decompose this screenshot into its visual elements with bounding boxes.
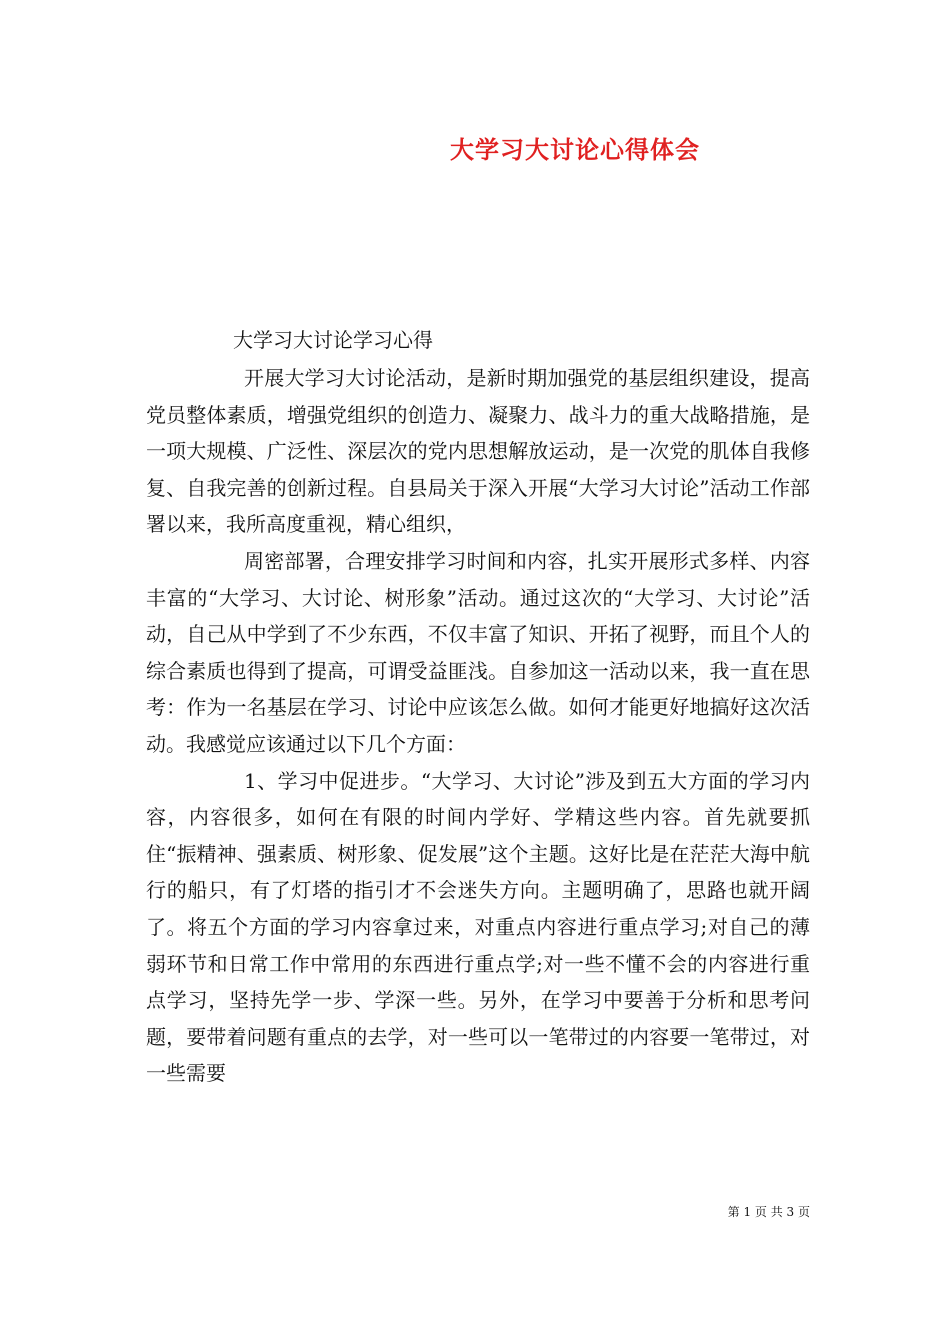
document-subtitle: 大学习大讨论学习心得: [233, 328, 433, 352]
paragraph: 开展大学习大讨论活动，是新时期加强党的基层组织建设，提高党员整体素质，增强党组织的创造力、凝聚力、战斗力的重大战略措施，是一项大规模、广泛性、深层次的党内思想解放运动，是一次党的肌体自我修复、自我完善的创新过程。自县局关于深入开展“大学习大讨论”活动工作部署以来，我所高度重视，精心组织，: [146, 366, 810, 537]
page-number-footer: 第 1 页 共 3 页: [727, 1205, 810, 1219]
document-title: 大学习大讨论心得体会: [450, 135, 700, 164]
paragraph: 1、学习中促进步。“大学习、大讨论”涉及到五大方面的学习内容，内容很多，如何在有限的时间内学好、学精这些内容。首先就要抓住“振精神、强素质、树形象、促发展”这个主题。这好比是在茫茫大海中航行的船只，有了灯塔的指引才不会迷失方向。主题明确了，思路也就开阔了。将五个方面的学习内容拿过来，对重点内容进行重点学习;对自己的薄弱环节和日常工作中常用的东西进行重点学;对一些不懂不会的内容进行重点学习，坚持先学一步、学深一些。另外，在学习中要善于分析和思考问题，要带着问题有重点的去学，对一些可以一笔带过的内容要一笔带过，对一些需要: [146, 768, 810, 1086]
paragraph: 周密部署，合理安排学习时间和内容，扎实开展形式多样、内容丰富的“大学习、大讨论、树形象”活动。通过这次的“大学习、大讨论”活动，自己从中学到了不少东西，不仅丰富了知识、开拓了视野，而且个人的综合素质也得到了提高，可谓受益匪浅。自参加这一活动以来，我一直在思考：作为一名基层在学习、讨论中应该怎么做。如何才能更好地搞好这次活动。我感觉应该通过以下几个方面：: [146, 548, 810, 756]
document-body: [146, 360, 810, 1092]
